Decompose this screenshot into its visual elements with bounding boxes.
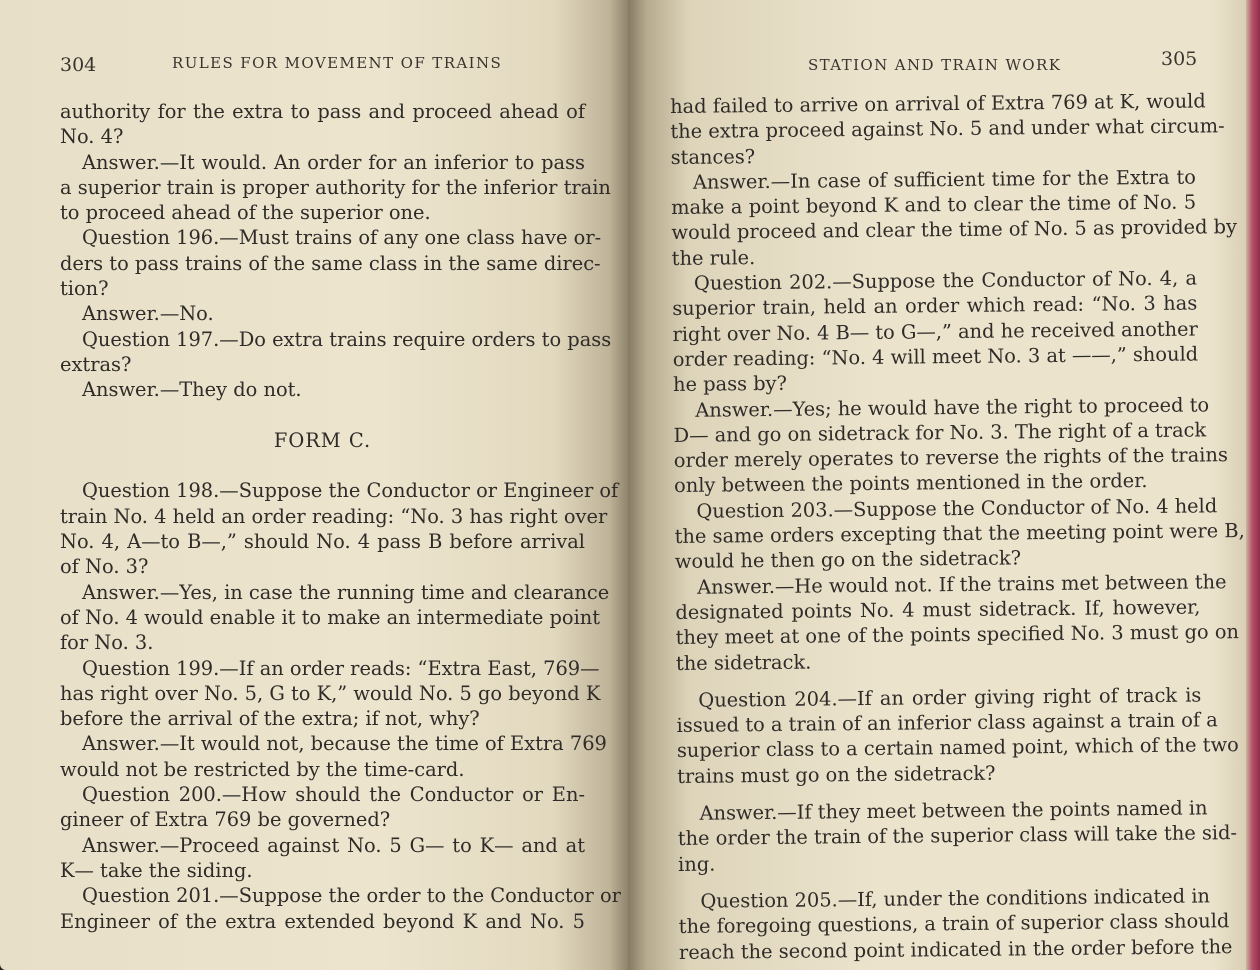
text-line: of No. 3?: [60, 555, 149, 579]
text-line: Answer.—He would not. If the trains met between the: [697, 569, 1227, 599]
text-line: for No. 3.: [60, 631, 154, 655]
text-line: the order the train of the superior class will take the sid-: [677, 821, 1238, 851]
text-line: tion?: [60, 277, 109, 301]
text-line: No. 4, A—to B—,” should No. 4 pass B before arrival: [60, 530, 585, 554]
right-page: [628, 0, 1248, 970]
section-heading: FORM C.: [273, 428, 372, 452]
text-line: order merely operates to reverse the rights of the trains: [673, 443, 1228, 473]
text-line: reach the second point indicated in the order before the: [678, 934, 1233, 964]
text-line: Answer.—If they meet between the points named in: [699, 796, 1208, 825]
text-line: the same orders excepting that the meeting point were B,: [674, 519, 1245, 549]
text-line: they meet at one of the points specified No. 3 must go on: [675, 620, 1240, 650]
text-line: Question 201.—Suppose the order to the Conductor or: [82, 884, 621, 908]
text-line: No. 4?: [60, 125, 124, 149]
text-line: order reading: “No. 4 will meet No. 3 at ——,” should: [672, 342, 1199, 371]
text-line: Answer.—They do not.: [82, 378, 302, 402]
text-line: before the arrival of the extra; if not, why?: [60, 707, 480, 731]
text-line: only between the points mentioned in the order.: [673, 469, 1148, 498]
text-line: Question 205.—If, under the conditions indicated in: [700, 884, 1211, 913]
text-line: had failed to arrive on arrival of Extra 769 at K, would: [670, 89, 1206, 118]
text-line: superior train, held an order which read: “No. 3 has: [672, 291, 1198, 321]
text-line: Question 204.—If an order giving right of track is: [698, 683, 1202, 712]
text-line: Question 196.—Must trains of any one class have or-: [82, 226, 602, 250]
text-line: Answer.—It would not, because the time of Extra 769: [82, 732, 607, 756]
text-line: Answer.—Yes, in case the running time and clearance: [82, 580, 610, 604]
text-line: he pass by?: [672, 372, 788, 397]
text-line: issued to a train of an inferior class against a train of a: [676, 708, 1218, 738]
text-line: Question 203.—Suppose the Conductor of No. 4 held: [696, 494, 1218, 523]
text-line: make a point beyond K and to clear the time of No. 5: [671, 190, 1197, 220]
text-line: has right over No. 5, G to K,” would No. 5 go beyond K: [60, 681, 601, 705]
text-line: to proceed ahead of the superior one.: [60, 201, 431, 225]
text-line: Question 199.—If an order reads: “Extra East, 769—: [82, 656, 600, 680]
text-line: gineer of Extra 769 be governed?: [60, 808, 391, 832]
right-page-number: 305: [1161, 48, 1198, 70]
text-line: Engineer of the extra extended beyond K and No. 5: [60, 909, 585, 933]
text-line: Question 197.—Do extra trains require orders to pass: [82, 327, 612, 351]
text-line: right over No. 4 B— to G—,” and he received another: [672, 317, 1198, 346]
text-line: Question 200.—How should the Conductor or En-: [82, 783, 585, 807]
text-line: Answer.—Proceed against No. 5 G— to K— and at: [82, 833, 585, 857]
text-line: would not be restricted by the time-card.: [60, 757, 465, 781]
text-line: superior class to a certain named point, which of the two: [676, 733, 1239, 763]
text-line: the rule.: [671, 245, 756, 270]
left-page: [0, 0, 628, 970]
text-line: Answer.—In case of sufficient time for the Extra to: [692, 165, 1197, 194]
text-line: ing.: [677, 852, 716, 876]
text-line: D— and go on sidetrack for No. 3. The right of a track: [673, 418, 1207, 447]
left-page-body: [60, 99, 621, 934]
text-line: the foregoing questions, a train of superior class should: [678, 909, 1230, 939]
book-edge: [1246, 0, 1260, 970]
text-line: would proceed and clear the time of No. 5 as provided by: [671, 215, 1238, 245]
left-running-head: RULES FOR MOVEMENT OF TRAINS: [172, 54, 503, 72]
text-line: designated points No. 4 must sidetrack. If, however,: [675, 595, 1201, 624]
text-line: Answer.—Yes; he would have the right to proceed to: [695, 392, 1210, 422]
right-page-body: [670, 89, 1245, 965]
text-line: the sidetrack.: [675, 650, 812, 675]
right-running-head: STATION AND TRAIN WORK: [808, 56, 1062, 74]
text-line: extras?: [60, 352, 132, 376]
text-line: of No. 4 would enable it to make an intermediate point: [60, 605, 601, 629]
text-line: train No. 4 held an order reading: “No. 3 has right over: [60, 504, 608, 528]
text-line: a superior train is proper authority for the inferior train: [60, 175, 611, 199]
text-line: Answer.—No.: [82, 302, 214, 326]
text-line: Question 198.—Suppose the Conductor or Engineer of: [82, 479, 619, 503]
text-line: the extra proceed against No. 5 and under what circum-: [670, 114, 1225, 144]
text-line: ders to pass trains of the same class in the same direc-: [60, 251, 601, 275]
text-line: trains must go on the sidetrack?: [677, 761, 996, 788]
text-line: would he then go on the sidetrack?: [674, 546, 1022, 574]
text-line: authority for the extra to pass and proceed ahead of: [60, 100, 585, 123]
text-line: Answer.—It would. An order for an inferior to pass: [82, 150, 585, 174]
left-page-number: 304: [60, 54, 97, 76]
text-line: Question 202.—Suppose the Conductor of No. 4, a: [693, 266, 1198, 295]
text-line: K— take the siding.: [60, 858, 253, 882]
text-line: stances?: [670, 144, 756, 169]
